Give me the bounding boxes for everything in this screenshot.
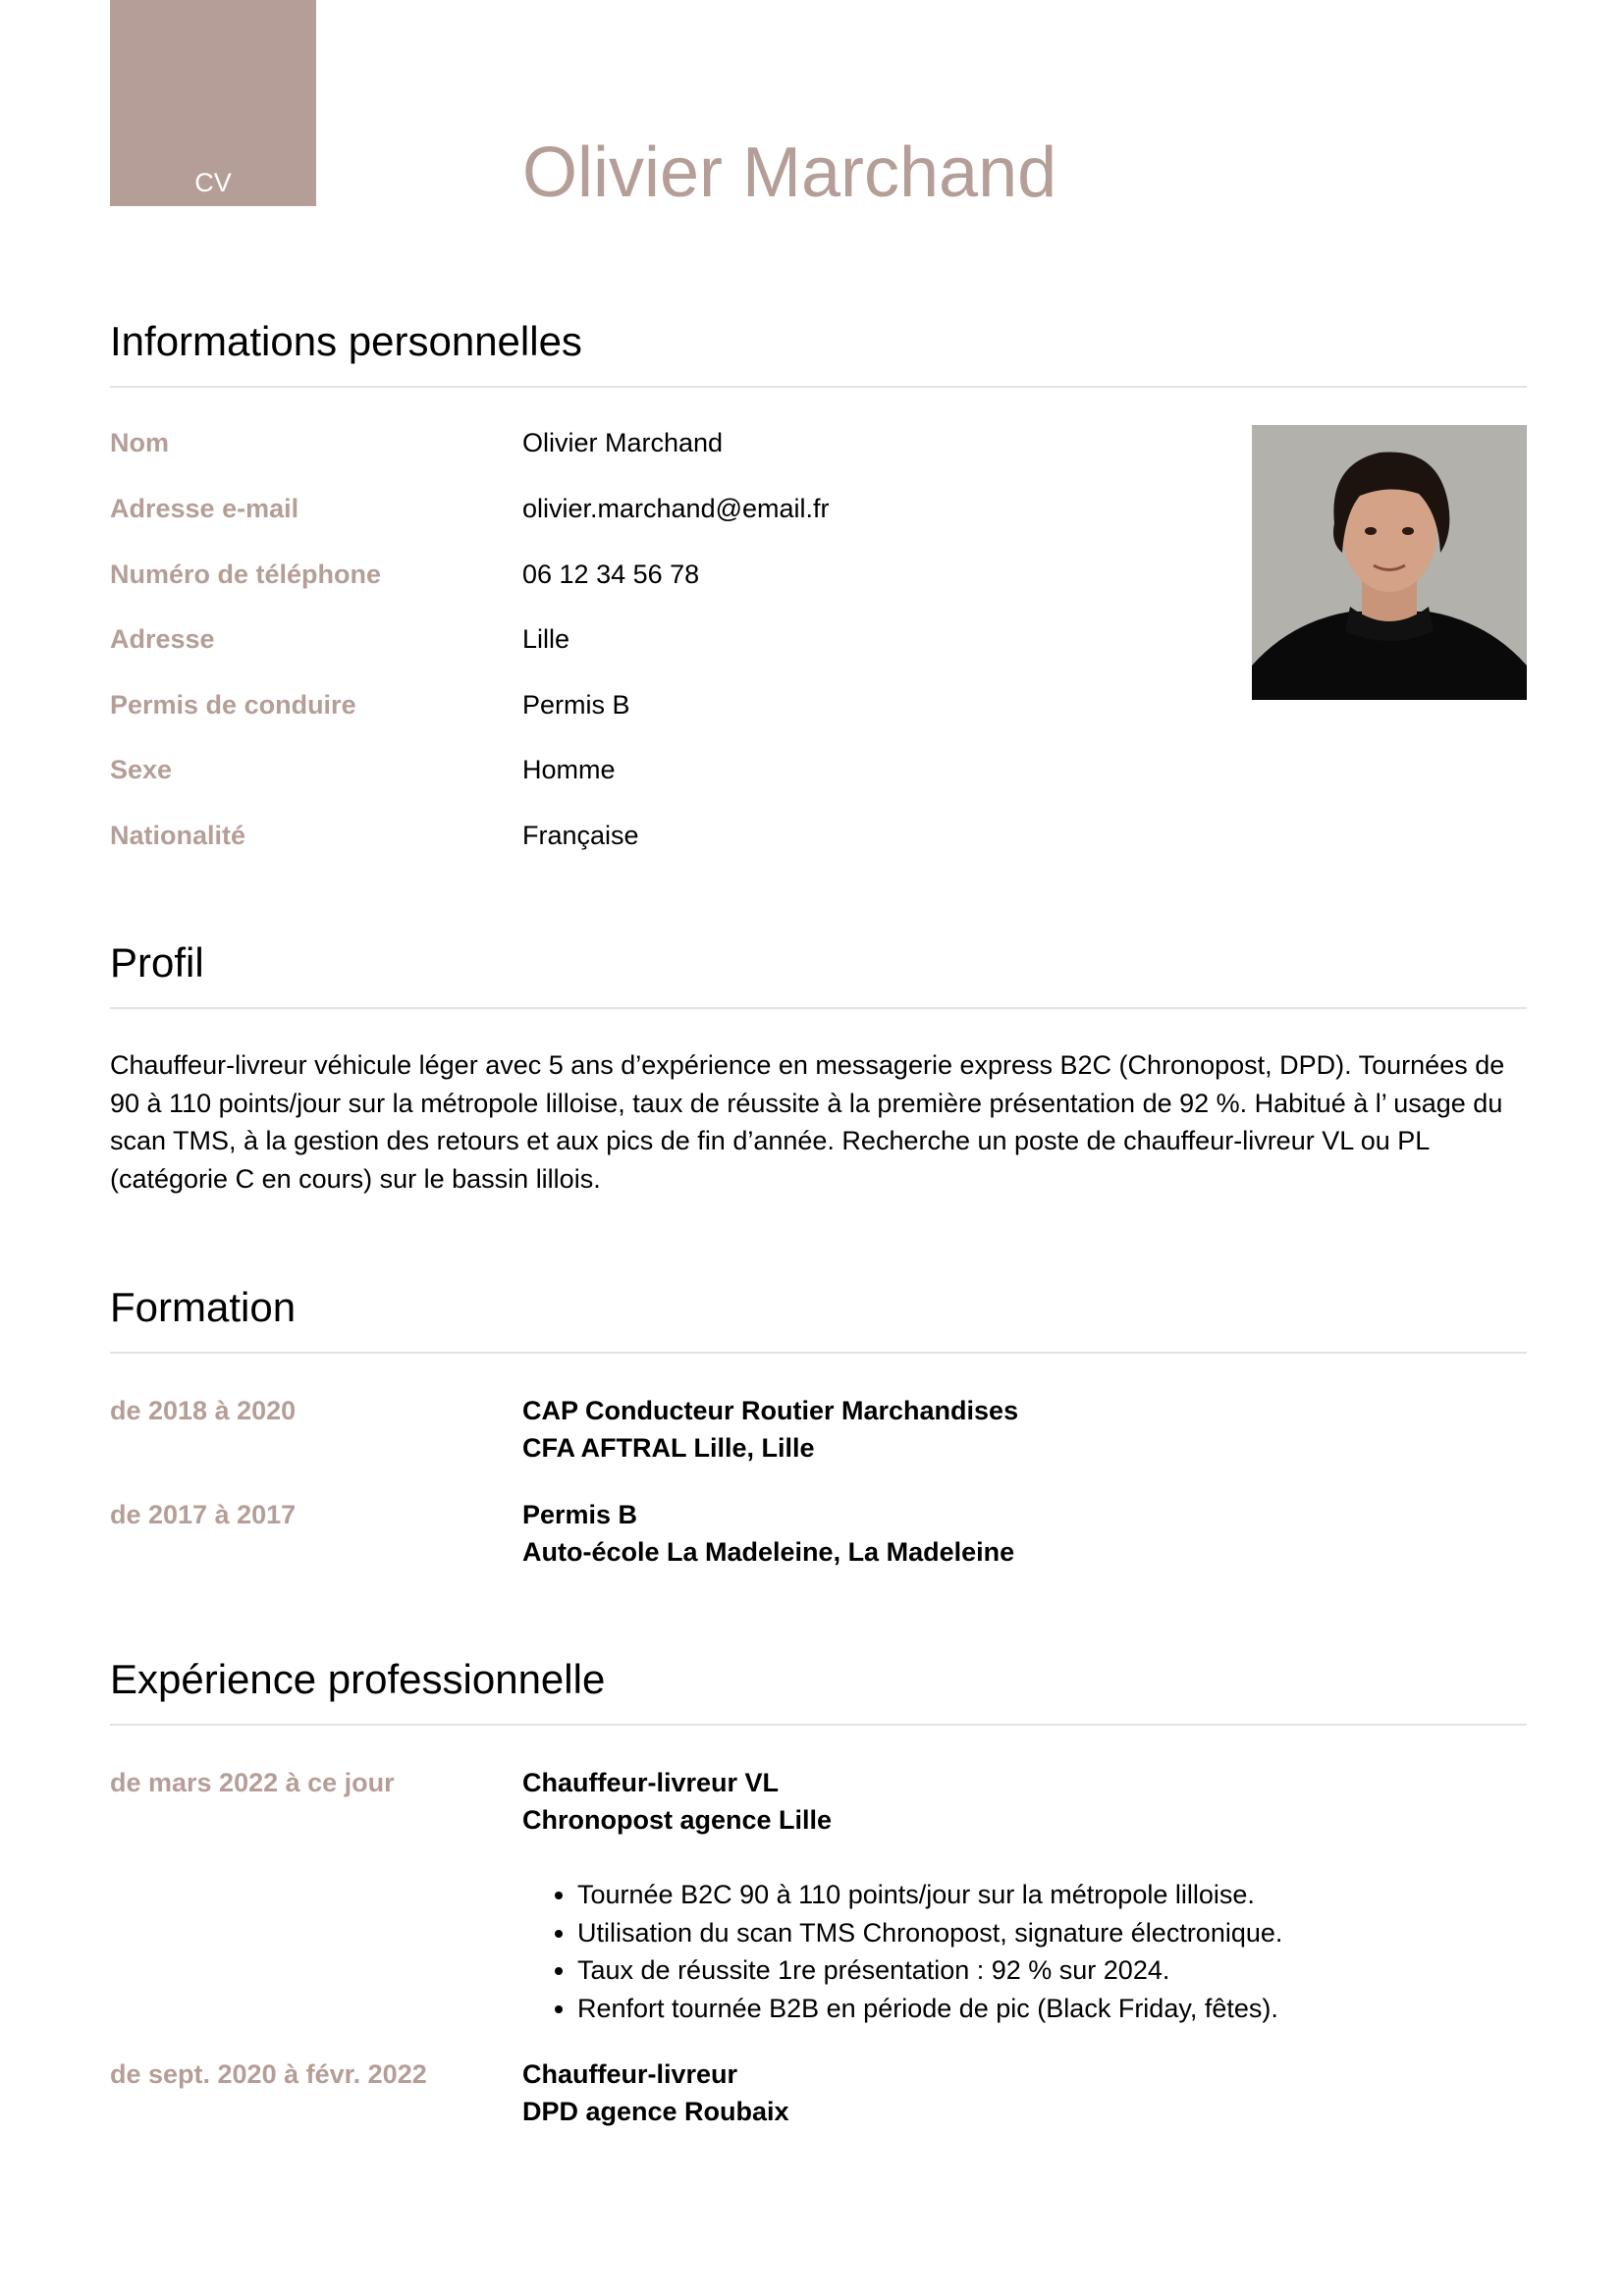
experience-entry: [110, 2056, 1527, 2134]
education-title: Permis B: [522, 1500, 638, 1529]
info-value: olivier.marchand@email.fr: [522, 494, 830, 523]
cv-tab-label: CV: [194, 168, 232, 197]
education-period: de 2018 à 2020: [110, 1396, 297, 1425]
info-value: Lille: [522, 624, 570, 654]
info-value: Olivier Marchand: [522, 428, 724, 457]
info-label: Nationalité: [110, 821, 246, 850]
info-value: Homme: [522, 755, 616, 784]
experience-title: Chauffeur-livreur VL: [522, 1768, 780, 1797]
info-label: Adresse e-mail: [110, 494, 299, 523]
experience-entry: [110, 1764, 1527, 1842]
info-label: Numéro de téléphone: [110, 560, 382, 589]
section-title-personal: Informations personnelles: [110, 321, 1527, 388]
section-title-education: Formation: [110, 1287, 1527, 1354]
list-item: • Tournée B2C 90 à 110 points/jour sur la métropole lilloise.: [577, 1876, 1282, 1914]
experience-company: Chronopost agence Lille: [522, 1805, 833, 1835]
experience-task-list: [522, 1876, 1282, 2027]
education-school: Auto-école La Madeleine, La Madeleine: [522, 1537, 1015, 1567]
list-item: • Utilisation du scan TMS Chronopost, signature électronique.: [577, 1914, 1282, 1952]
info-value: Permis B: [522, 690, 630, 720]
profile-photo: [1252, 425, 1527, 700]
experience-title: Chauffeur-livreur: [522, 2059, 738, 2089]
education-entry: [110, 1496, 1527, 1575]
page-title: Olivier Marchand: [522, 133, 1057, 212]
profile-summary: Chauffeur-livreur véhicule léger avec 5 ans d’expérience en messagerie express B2C (Chronopost, DPD). Tournées de 90 à 110 points/jour sur la métropole lilloise, taux de réussite à la première présentation de 92 %. Habitué à l’ usage du scan TMS, à la gestion des retours et aux pics de fin d’année. Recherche un poste de chauffeur-livreur VL ou PL (catégorie C en cours) sur le bassin lillois.: [110, 1050, 1505, 1194]
education-title: CAP Conducteur Routier Marchandises: [522, 1396, 1019, 1425]
info-value: 06 12 34 56 78: [522, 560, 700, 589]
list-item: • Renfort tournée B2B en période de pic (Black Friday, fêtes).: [577, 1990, 1282, 2028]
education-entry: [110, 1392, 1527, 1470]
portrait-image: [1252, 425, 1527, 700]
list-item: • Taux de réussite 1re présentation : 92 % sur 2024.: [577, 1951, 1282, 1990]
experience-period: de sept. 2020 à févr. 2022: [110, 2059, 427, 2089]
section-title-experience: Expérience professionnelle: [110, 1659, 1527, 1726]
experience-company: DPD agence Roubaix: [522, 2097, 789, 2126]
section-title-profile: Profil: [110, 942, 1527, 1009]
education-period: de 2017 à 2017: [110, 1500, 297, 1529]
info-value: Française: [522, 821, 639, 850]
info-label: Adresse: [110, 624, 215, 654]
cv-tab: [110, 0, 316, 206]
info-label: Sexe: [110, 755, 173, 784]
education-school: CFA AFTRAL Lille, Lille: [522, 1433, 815, 1463]
info-label: Nom: [110, 428, 169, 457]
info-label: Permis de conduire: [110, 690, 356, 720]
experience-period: de mars 2022 à ce jour: [110, 1768, 395, 1797]
